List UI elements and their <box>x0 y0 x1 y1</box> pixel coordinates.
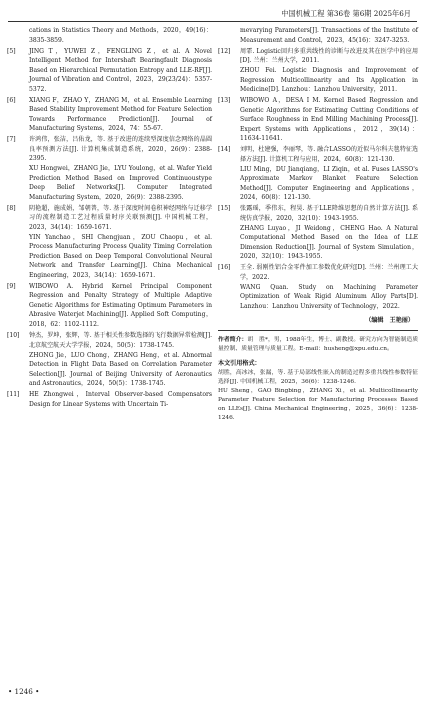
reference-text-english: YIN Yanchao，SHI Chengjuan，ZOU Chaopu，et al. Process Manufacturing Process Quality Timing Correlation Prediction Based on Deep Temporal Convolutional Neural Network and Transfer Learning[J]. China Mechanical Engineering，2023，34(14)：1659-1671. <box>29 233 212 279</box>
reference-text-english: WANG Quan. Study on Machining Parameter Optimization of Weak Rigid Aluminum Alloy Parts[D]. Lanzhou：Lanzhou University of Technology，2022. <box>240 283 418 310</box>
editor-credit: （编辑 王艳丽） <box>365 317 414 325</box>
reference-entry <box>7 47 212 95</box>
reference-text-english: ZHOU Fei. Logistic Diagnosis and Improvement of Regression Multicollinearity and Its Application in Medicine[D]. Lanzhou：Lanzhou University，2011. <box>240 67 418 94</box>
reference-entry <box>7 331 212 389</box>
reference-number: [11] <box>7 391 20 399</box>
reference-number: [9] <box>7 282 16 290</box>
author-bio <box>218 336 418 354</box>
reference-entry <box>218 263 418 311</box>
page-header <box>0 0 427 22</box>
right-column <box>218 26 418 423</box>
reference-number: [13] <box>218 97 231 105</box>
reference-text-chinese: 王全. 弱刚性铝合金零件加工参数优化研究[D]. 兰州：兰州理工大学，2022. <box>240 264 418 281</box>
reference-text-chinese: 钟杰，罗坤，张辉，等. 基于相关性参数选择的飞行数据异常检测[J]. 北京航空航天大学学报，2024，50(5)：1738-1745. <box>29 332 212 349</box>
journal-running-title: 中国机械工程 第36卷 第6期 2025年6月 <box>281 9 411 18</box>
reference-number: [10] <box>7 332 20 340</box>
reference-entry <box>7 282 212 330</box>
left-column <box>7 26 212 411</box>
reference-entry <box>218 26 418 45</box>
reference-number: [5] <box>7 47 16 55</box>
reference-text-chinese: 张露瑶，季伟东，程昊. 基于LLE降维思想的自然计算方法[J]. 系统仿真学报，2020，32(10)：1943-1955. <box>240 205 418 222</box>
citation-english: HU Sheng，GAO Bingbing，ZHANG Xi，et al. Multicollinearity Parameter Feature Selection for Manufacturing Processes Based on LLEs[J]. China Mechanical Engineering，2025，36(6)：1238-1246. <box>218 388 418 422</box>
reference-number: [7] <box>7 136 16 144</box>
reference-number: [6] <box>7 96 16 104</box>
reference-text: XIANG F，ZHAO Y，ZHANG M，et al. Ensemble Learning Based Stability Improvement Method for Feature Selection Towards Performance Prediction[J]. Journal of Manufacturing Systems，2024，74：55-67. <box>29 96 212 133</box>
header-rule <box>8 21 417 22</box>
author-bio-label: 作者简介： <box>218 336 248 343</box>
reference-text-chinese: 周霏. Logistic回归多重共线性的诊断与改进及其在医学中的应用[D]. 兰州：兰州大学，2011. <box>240 47 418 65</box>
reference-text: HE Zhongwei，Interval Observer-based Compensators Design for Linear Systems with Uncertain Ti- <box>29 391 212 408</box>
reference-text: WIBOWO A. Hybrid Kernel Principal Component Regression and Penalty Strategy of Multiple Adaptive Genetic Algorithms for Estimating Optimum Parameters in Abrasive Waterjet Machining[J]. Applied Soft Computing，2018，62：1102-1112. <box>29 282 212 328</box>
reference-text: JING T，YUWEI Z，FENGLING Z，et al. A Novel Intelligent Method for Intershaft Bearingfault Diagnosis Based on Hierarchical Permutation Entropy and LLE-RF[J]. Journal of Vibration and Control，2023，29(23/24)：5357-5372. <box>29 47 212 93</box>
citation-heading: 本文引用格式： <box>218 359 261 367</box>
reference-text-english: XU Hongwei，ZHANG Jie，LYU Youlong，et al. Wafer Yield Prediction Method Based on Improved Continuoustype Deep Belief Networks[J]. Computer Integrated Manufacturing System，2020，26(9)：2388-2395. <box>29 165 212 201</box>
reference-text: cations in Statistics Theory and Methods，2020，49(16)：3835-3859. <box>29 27 212 44</box>
reference-number: [12] <box>218 47 231 55</box>
reference-text-english: ZHANG Luyao，JI Weidong，CHENG Hao. A Natural Computational Method Based on the Idea of LLE Dimension Reduction[J]. Journal of System Simulation，2020，32(10)：1943-1955. <box>240 224 418 261</box>
reference-text-chinese: 阴艳超，施成娟，邹朝普，等. 基于深度时间卷积神经网络与迁移学习的流程制造工艺过程质量时序关联预测[J]. 中国机械工程，2023，34(14)：1659-1671. <box>29 204 212 231</box>
reference-entry <box>7 204 212 281</box>
reference-text-english: ZHONG Jie，LUO Chong，ZHANG Heng，et al. Abnormal Detection in Flight Data Based on Correlation Parameter Selection[J]. Journal of Beijing University of Aeronautics and Astronautics，2024，50(5)：1738-1745. <box>29 351 212 388</box>
reference-entry <box>7 96 212 134</box>
page-number: • 1246 • <box>8 687 40 696</box>
reference-number: [8] <box>7 204 16 212</box>
reference-text: WIBOWO A，DESA I M. Kernel Based Regression and Genetic Algorithms for Estimating Cutting Conditions of Surface Roughness in End Milling Machining Process[J]. Expert Systems with Applications，2012，39(14)：11634-11641. <box>240 97 418 143</box>
author-bio-text: 胡 胜*，男，1988年生，博士、副教授。研究方向为智能制造质量控制、质量管理与质量工程。E-mail：husheng@xpu.edu.cn。 <box>218 336 418 352</box>
reference-entry <box>218 96 418 144</box>
section-divider <box>218 330 418 331</box>
reference-entry <box>218 204 418 262</box>
reference-number: [14] <box>218 146 231 154</box>
reference-entry <box>7 26 212 45</box>
reference-text: mevarying Parameters[J]. Transactions of the Institute of Measurement and Control，2023，45(16)：3247-3253. <box>240 27 418 44</box>
citation-chinese: 胡胜，高冰冰，张漏，等. 基于局部线性嵌入的制造过程多重共线性参数特征选择[J]. 中国机械工程，2025，36(6)：1238-1246. <box>218 370 418 386</box>
reference-entry <box>7 390 212 409</box>
reference-number: [15] <box>218 205 231 213</box>
reference-text-chinese: 许鸿伟，张洁，吕佑龙，等. 基于改进的连续型深度信念网络的晶圆良率预测方法[J]. 计算机集成制造系统，2020，26(9)：2388-2395. <box>29 136 212 163</box>
reference-text-english: LIU Ming，DU Jianqiang，LI Ziqin，et al. Fuses LASSO's Approximate Markov Blanket Feature Selection Method[J]. Computer Engineering and Applications，2024，60(8)：121-130. <box>240 165 418 202</box>
reference-entry <box>218 145 418 203</box>
reference-number: [16] <box>218 264 231 272</box>
reference-text-chinese: 刘明，杜建强，李丽琴，等. 融合LASSO的近似马尔科夫毯特征选择方法[J]. 计算机工程与应用，2024，60(8)：121-130. <box>240 146 418 163</box>
reference-entry <box>218 47 418 95</box>
reference-entry <box>7 135 212 202</box>
